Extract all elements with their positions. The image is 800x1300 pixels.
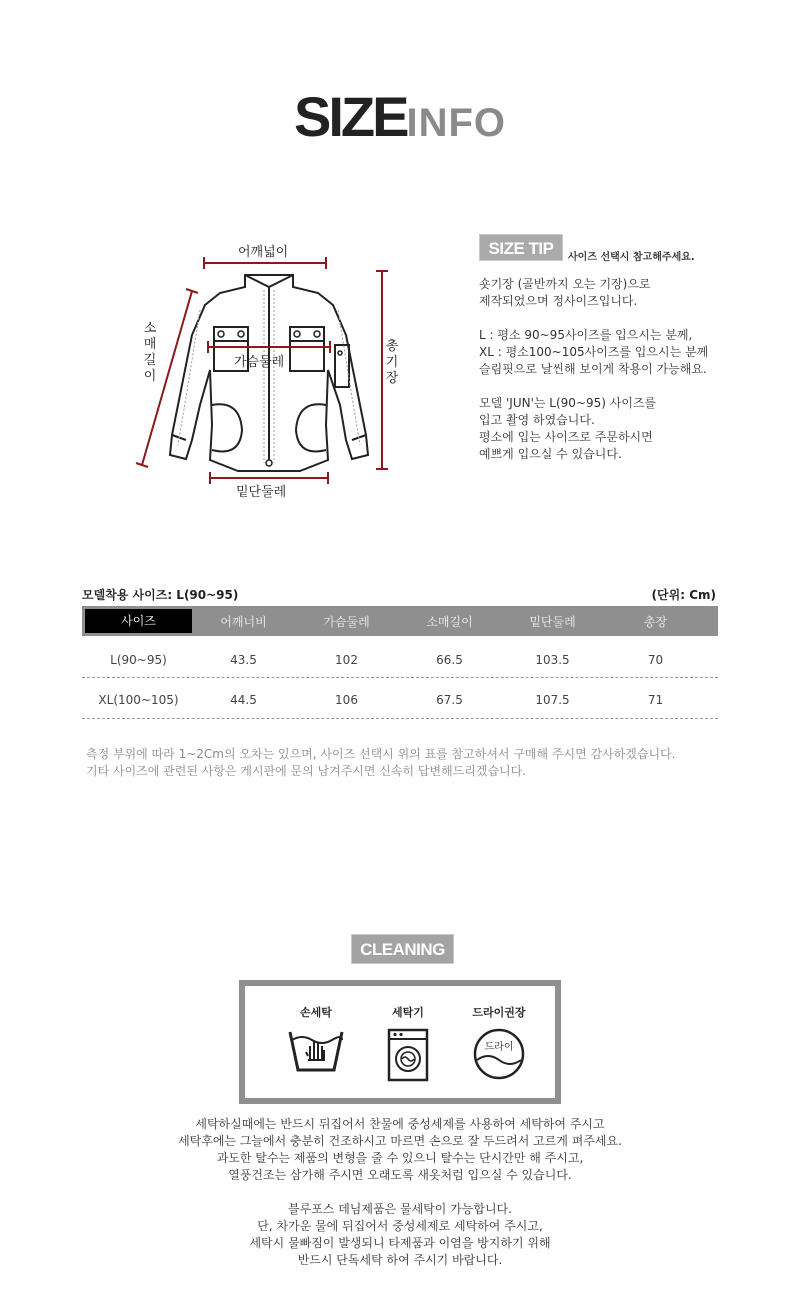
cleaning-icons-box	[239, 980, 561, 1104]
table-row	[82, 688, 718, 712]
wash-line: 세탁하실때에는 반드시 뒤집어서 찬물에 중성세제를 사용하여 세탁하여 주시고	[195, 1117, 605, 1131]
row-divider	[82, 677, 718, 678]
wash-line: 세탁시 물빠짐이 발생되니 타제품과 이염을 방지하기 위해	[249, 1236, 551, 1250]
care-item-dry-clean	[459, 1004, 539, 1082]
wash-line: 열풍건조는 삼가해 주시면 오래도록 새옷처럼 입으실 수 있습니다.	[228, 1168, 572, 1182]
tip-line: XL : 평소100~105사이즈를 입으시는 분께	[479, 345, 709, 359]
header-chest: 가슴둘레	[323, 614, 370, 629]
table-cell: 66.5	[436, 653, 463, 667]
row-divider	[82, 718, 718, 719]
tip-spacer	[479, 310, 708, 327]
header-length: 총장	[643, 614, 668, 629]
table-row	[82, 648, 718, 672]
chest-label: 가슴둘레	[234, 355, 285, 370]
table-cell: 71	[647, 693, 664, 707]
header-shoulder: 어깨너비	[220, 614, 267, 629]
size-table-header	[82, 606, 718, 636]
wash-line: 과도한 탈수는 제품의 변형을 줄 수 있으니 탈수는 단시간만 해 주시고,	[216, 1151, 584, 1165]
wash-spacer	[0, 1184, 800, 1201]
table-cell: 43.5	[230, 653, 257, 667]
size-tip-subtitle: 사이즈 선택시 참고해주세요.	[568, 252, 695, 263]
table-cell: 44.5	[230, 693, 257, 707]
tip-line: 숏기장 (골반까지 오는 기장)으로	[479, 277, 651, 291]
unit-label: (단위: Cm)	[651, 588, 716, 602]
cleaning-instructions	[0, 1116, 800, 1269]
header-sleeve: 소매길이	[426, 614, 473, 629]
dry-clean-icon-text: 드라이	[484, 1042, 514, 1053]
model-size-label: 모델착용 사이즈: L(90~95)	[82, 588, 239, 602]
wash-line: 세탁후에는 그늘에서 충분히 건조하시고 마르면 손으로 잘 두드려서 고르게 펴주세요.	[178, 1134, 622, 1148]
table-cell: 102	[335, 653, 358, 667]
dry-clean-icon	[471, 1026, 527, 1082]
shoulder-label: 어깨넓이	[238, 245, 289, 260]
cleaning-badge: CLEANING	[351, 934, 454, 964]
jacket-size-diagram	[130, 235, 420, 505]
care-item-washing-machine	[371, 1004, 445, 1084]
title-info: INFO	[406, 101, 506, 145]
care-label: 드라이권장	[472, 1006, 526, 1019]
wash-line: 단, 차가운 물에 뒤집어서 중성세제로 세탁하여 주시고,	[257, 1219, 543, 1233]
note-line: 기타 사이즈에 관련된 사항은 게시판에 문의 남겨주시면 신속히 답변해드리겠습니다.	[86, 764, 527, 778]
wash-line: 반드시 단독세탁 하여 주시기 바랍니다.	[297, 1253, 503, 1267]
header-size: 사이즈	[85, 609, 192, 633]
care-label: 손세탁	[300, 1006, 332, 1019]
header-hem: 밑단둘레	[529, 614, 576, 629]
length-label: 총기장	[385, 339, 399, 386]
size-tip-text	[479, 276, 708, 463]
table-cell: 103.5	[535, 653, 570, 667]
tip-line: 모델 'JUN'는 L(90~95) 사이즈를	[479, 396, 657, 410]
wash-line: 블루포스 데님제품은 물세탁이 가능합니다.	[288, 1202, 512, 1216]
tip-line: L : 평소 90~95사이즈를 입으시는 분께,	[479, 328, 693, 342]
tip-line: 입고 촬영 하였습니다.	[479, 413, 595, 427]
page-title	[0, 84, 800, 149]
table-cell: XL(100~105)	[98, 693, 179, 707]
tip-line: 슬림핏으로 날씬해 보이게 착용이 가능해요.	[479, 362, 707, 376]
hem-label: 밑단둘레	[236, 485, 287, 500]
hand-wash-icon	[286, 1026, 346, 1076]
jacket-illustration	[130, 235, 420, 505]
tip-spacer	[479, 378, 708, 395]
tip-line: 제작되었으며 정사이즈입니다.	[479, 294, 638, 308]
sleeve-label: 소매길이	[143, 321, 157, 384]
note-line: 측정 부위에 따라 1~2Cm의 오차는 있으며, 사이즈 선택시 위의 표를 참고하셔서 구매해 주시면 감사하겠습니다.	[86, 747, 676, 761]
size-notes	[86, 746, 675, 780]
care-item-hand-wash	[279, 1004, 353, 1076]
table-cell: 107.5	[535, 693, 570, 707]
size-tip-badge: SIZE TIP	[479, 234, 563, 261]
tip-line: 예쁘게 입으실 수 있습니다.	[479, 447, 622, 461]
care-label: 세탁기	[392, 1006, 424, 1019]
tip-line: 평소에 입는 사이즈로 주문하시면	[479, 430, 653, 444]
table-cell: L(90~95)	[110, 653, 167, 667]
table-cell: 67.5	[436, 693, 463, 707]
title-size: SIZE	[293, 85, 407, 148]
table-cell: 70	[647, 653, 664, 667]
table-cell: 106	[335, 693, 358, 707]
washing-machine-icon	[385, 1026, 431, 1084]
